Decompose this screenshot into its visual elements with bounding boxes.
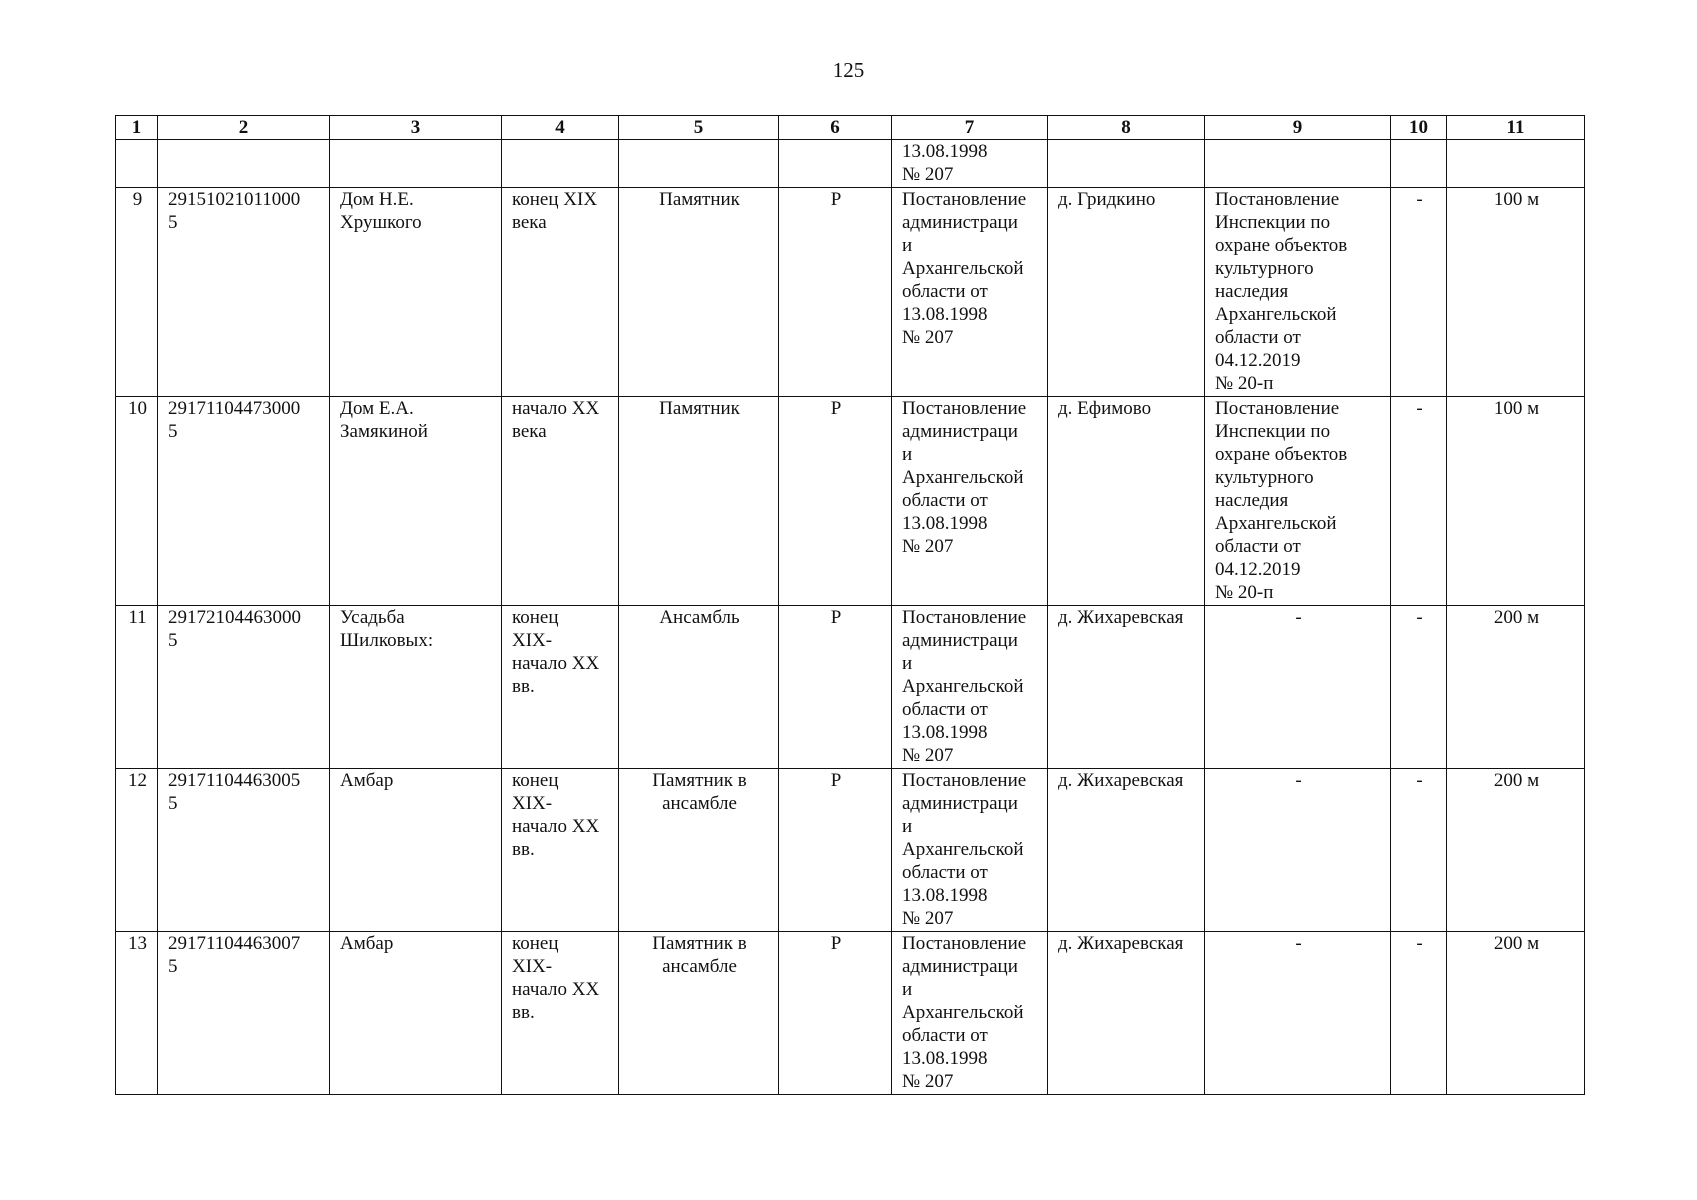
table-cell <box>1391 140 1447 188</box>
column-number-header-row <box>116 116 1585 140</box>
object-type-cell: Памятник в ансамбле <box>619 769 779 932</box>
row-number-cell: 11 <box>116 606 158 769</box>
reg-number-cell: 29171104463005 5 <box>158 769 330 932</box>
category-cell: Р <box>779 932 892 1095</box>
table-cell <box>330 140 502 188</box>
table-row <box>116 188 1585 397</box>
protection-doc-cell: Постановление Инспекции по охране объектов культурного наследия Архангельской области от 04.12.2019 № 20-п <box>1205 188 1391 397</box>
category-cell: Р <box>779 769 892 932</box>
location-cell: д. Жихаревская <box>1048 932 1205 1095</box>
object-type-cell: Памятник <box>619 397 779 606</box>
col10-cell: - <box>1391 769 1447 932</box>
table-row <box>116 769 1585 932</box>
dating-cell: конец XIX- начало XX вв. <box>502 769 619 932</box>
row-number-cell: 9 <box>116 188 158 397</box>
object-type-cell: Памятник в ансамбле <box>619 932 779 1095</box>
column-header: 6 <box>779 116 892 140</box>
protection-doc-cell: Постановление Инспекции по охране объектов культурного наследия Архангельской области от 04.12.2019 № 20-п <box>1205 397 1391 606</box>
table-cell <box>619 140 779 188</box>
table-cell <box>116 140 158 188</box>
heritage-registry-table <box>115 115 1585 1095</box>
reg-number-cell: 29151021011000 5 <box>158 188 330 397</box>
decree-cell: Постановление администраци и Архангельской области от 13.08.1998 № 207 <box>892 606 1048 769</box>
object-name-cell: Амбар <box>330 932 502 1095</box>
column-header: 1 <box>116 116 158 140</box>
object-type-cell: Ансамбль <box>619 606 779 769</box>
col10-cell: - <box>1391 397 1447 606</box>
row-number-cell: 13 <box>116 932 158 1095</box>
table-row <box>116 606 1585 769</box>
column-header: 10 <box>1391 116 1447 140</box>
table-row <box>116 397 1585 606</box>
object-name-cell: Усадьба Шилковых: <box>330 606 502 769</box>
table-cell <box>158 140 330 188</box>
category-cell: Р <box>779 606 892 769</box>
object-type-cell: Памятник <box>619 188 779 397</box>
protection-doc-cell: - <box>1205 606 1391 769</box>
page-number: 125 <box>832 58 865 82</box>
table-cell <box>502 140 619 188</box>
dating-cell: конец XIX- начало XX вв. <box>502 606 619 769</box>
dating-cell: конец XIX- начало XX вв. <box>502 932 619 1095</box>
reg-number-cell: 29171104473000 5 <box>158 397 330 606</box>
row-number-cell: 12 <box>116 769 158 932</box>
object-name-cell: Дом Н.Е. Хрушкого <box>330 188 502 397</box>
protection-doc-cell: - <box>1205 932 1391 1095</box>
zone-cell: 100 м <box>1447 188 1585 397</box>
table-cell <box>779 140 892 188</box>
location-cell: д. Жихаревская <box>1048 769 1205 932</box>
reg-number-cell: 29171104463007 5 <box>158 932 330 1095</box>
decree-cell: Постановление администраци и Архангельской области от 13.08.1998 № 207 <box>892 188 1048 397</box>
table-cell <box>1447 140 1585 188</box>
decree-cell: 13.08.1998 № 207 <box>892 140 1048 188</box>
location-cell: д. Гридкино <box>1048 188 1205 397</box>
decree-cell: Постановление администраци и Архангельской области от 13.08.1998 № 207 <box>892 769 1048 932</box>
protection-doc-cell: - <box>1205 769 1391 932</box>
zone-cell: 200 м <box>1447 769 1585 932</box>
decree-cell: Постановление администраци и Архангельской области от 13.08.1998 № 207 <box>892 397 1048 606</box>
col10-cell: - <box>1391 932 1447 1095</box>
table-cell <box>1048 140 1205 188</box>
table-row <box>116 932 1585 1095</box>
col10-cell: - <box>1391 606 1447 769</box>
column-header: 3 <box>330 116 502 140</box>
location-cell: д. Жихаревская <box>1048 606 1205 769</box>
category-cell: Р <box>779 397 892 606</box>
zone-cell: 100 м <box>1447 397 1585 606</box>
column-header: 4 <box>502 116 619 140</box>
location-cell: д. Ефимово <box>1048 397 1205 606</box>
row-number-cell: 10 <box>116 397 158 606</box>
decree-cell: Постановление администраци и Архангельской области от 13.08.1998 № 207 <box>892 932 1048 1095</box>
column-header: 8 <box>1048 116 1205 140</box>
column-header: 7 <box>892 116 1048 140</box>
dating-cell: конец XIX века <box>502 188 619 397</box>
object-name-cell: Дом Е.А. Замякиной <box>330 397 502 606</box>
column-header: 5 <box>619 116 779 140</box>
continuation-row <box>116 140 1585 188</box>
column-header: 2 <box>158 116 330 140</box>
zone-cell: 200 м <box>1447 932 1585 1095</box>
reg-number-cell: 29172104463000 5 <box>158 606 330 769</box>
col10-cell: - <box>1391 188 1447 397</box>
column-header: 9 <box>1205 116 1391 140</box>
zone-cell: 200 м <box>1447 606 1585 769</box>
dating-cell: начало XX века <box>502 397 619 606</box>
category-cell: Р <box>779 188 892 397</box>
column-header: 11 <box>1447 116 1585 140</box>
object-name-cell: Амбар <box>330 769 502 932</box>
table-cell <box>1205 140 1391 188</box>
